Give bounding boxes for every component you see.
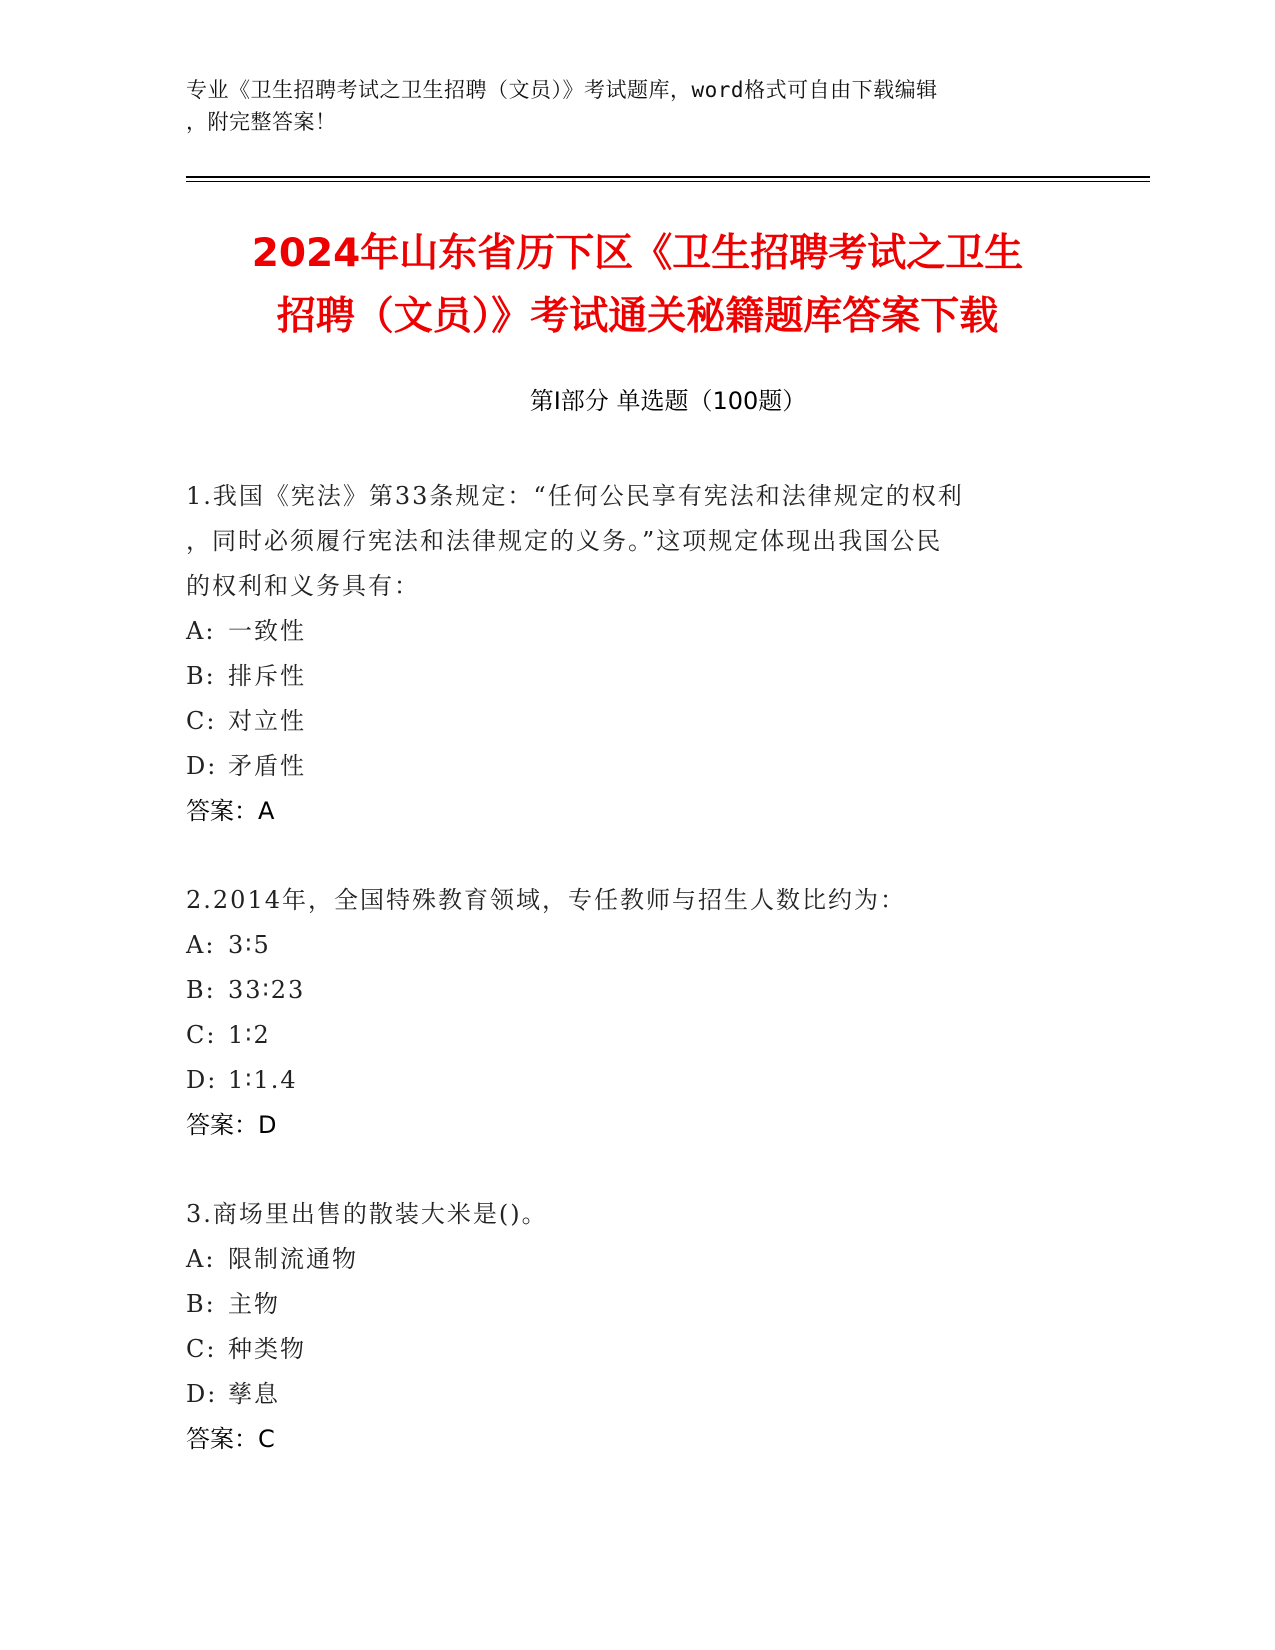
option-text: 3∶5 bbox=[228, 931, 271, 959]
option-key: C: bbox=[186, 1335, 217, 1363]
option-b bbox=[186, 1282, 1076, 1327]
question-item bbox=[186, 474, 1076, 834]
option-c bbox=[186, 1013, 1076, 1058]
option-a bbox=[186, 609, 1076, 654]
option-key: B: bbox=[186, 976, 216, 1004]
option-d bbox=[186, 1372, 1076, 1417]
option-text: 33∶23 bbox=[228, 976, 306, 1004]
section-title: 第Ⅰ部分 单选题（100题） bbox=[529, 387, 807, 415]
option-text: 孳息 bbox=[228, 1380, 280, 1408]
header-note bbox=[186, 74, 1066, 138]
answer-label: 答案：D bbox=[186, 1111, 277, 1139]
header-rule-thin bbox=[186, 181, 1150, 182]
question-text: 2.2014年，全国特殊教育领域，专任教师与招生人数比约为： bbox=[186, 886, 906, 914]
header-note-line1: 专业《卫生招聘考试之卫生招聘（文员）》考试题库，word格式可自由下载编辑 bbox=[186, 78, 938, 102]
question-text: 1.我国《宪法》第33条规定：“任何公民享有宪法和法律规定的权利 ，同时必须履行宪法和法律规定的义务。”这项规定体现出我国公民 的权利和义务具有： bbox=[186, 482, 964, 600]
option-key: C: bbox=[186, 707, 217, 735]
document-title-line2: 招聘（文员）》考试通关秘籍题库答案下载 bbox=[276, 294, 999, 339]
option-c bbox=[186, 699, 1076, 744]
option-d bbox=[186, 744, 1076, 789]
option-key: C: bbox=[186, 1021, 217, 1049]
option-text: 1∶1.4 bbox=[228, 1066, 298, 1094]
header-note-line2: ，附完整答案！ bbox=[186, 110, 337, 134]
option-b bbox=[186, 968, 1076, 1013]
option-key: A: bbox=[186, 1245, 216, 1273]
question-text: 3.商场里出售的散装大米是()。 bbox=[186, 1200, 548, 1228]
option-key: B: bbox=[186, 662, 216, 690]
answer-label: 答案：A bbox=[186, 797, 275, 825]
option-a bbox=[186, 1237, 1076, 1282]
option-a bbox=[186, 923, 1076, 968]
option-d bbox=[186, 1058, 1076, 1103]
option-key: A: bbox=[186, 931, 216, 959]
option-key: D: bbox=[186, 752, 218, 780]
option-key: D: bbox=[186, 1380, 218, 1408]
option-text: 限制流通物 bbox=[228, 1245, 358, 1273]
option-b bbox=[186, 654, 1076, 699]
question-item bbox=[186, 1192, 1076, 1462]
document-title bbox=[150, 222, 1125, 348]
option-text: 一致性 bbox=[228, 617, 306, 645]
answer-label: 答案：C bbox=[186, 1425, 275, 1453]
document-title-line1: 2024年山东省历下区《卫生招聘考试之卫生 bbox=[251, 231, 1024, 276]
option-text: 对立性 bbox=[228, 707, 306, 735]
option-text: 矛盾性 bbox=[228, 752, 306, 780]
header-rule-thick bbox=[186, 176, 1150, 178]
option-key: A: bbox=[186, 617, 216, 645]
option-key: D: bbox=[186, 1066, 218, 1094]
option-text: 1∶2 bbox=[228, 1021, 271, 1049]
option-key: B: bbox=[186, 1290, 216, 1318]
question-item bbox=[186, 878, 1076, 1148]
option-text: 种类物 bbox=[228, 1335, 306, 1363]
option-text: 主物 bbox=[228, 1290, 280, 1318]
option-text: 排斥性 bbox=[228, 662, 306, 690]
option-c bbox=[186, 1327, 1076, 1372]
question-list bbox=[186, 474, 1076, 1506]
